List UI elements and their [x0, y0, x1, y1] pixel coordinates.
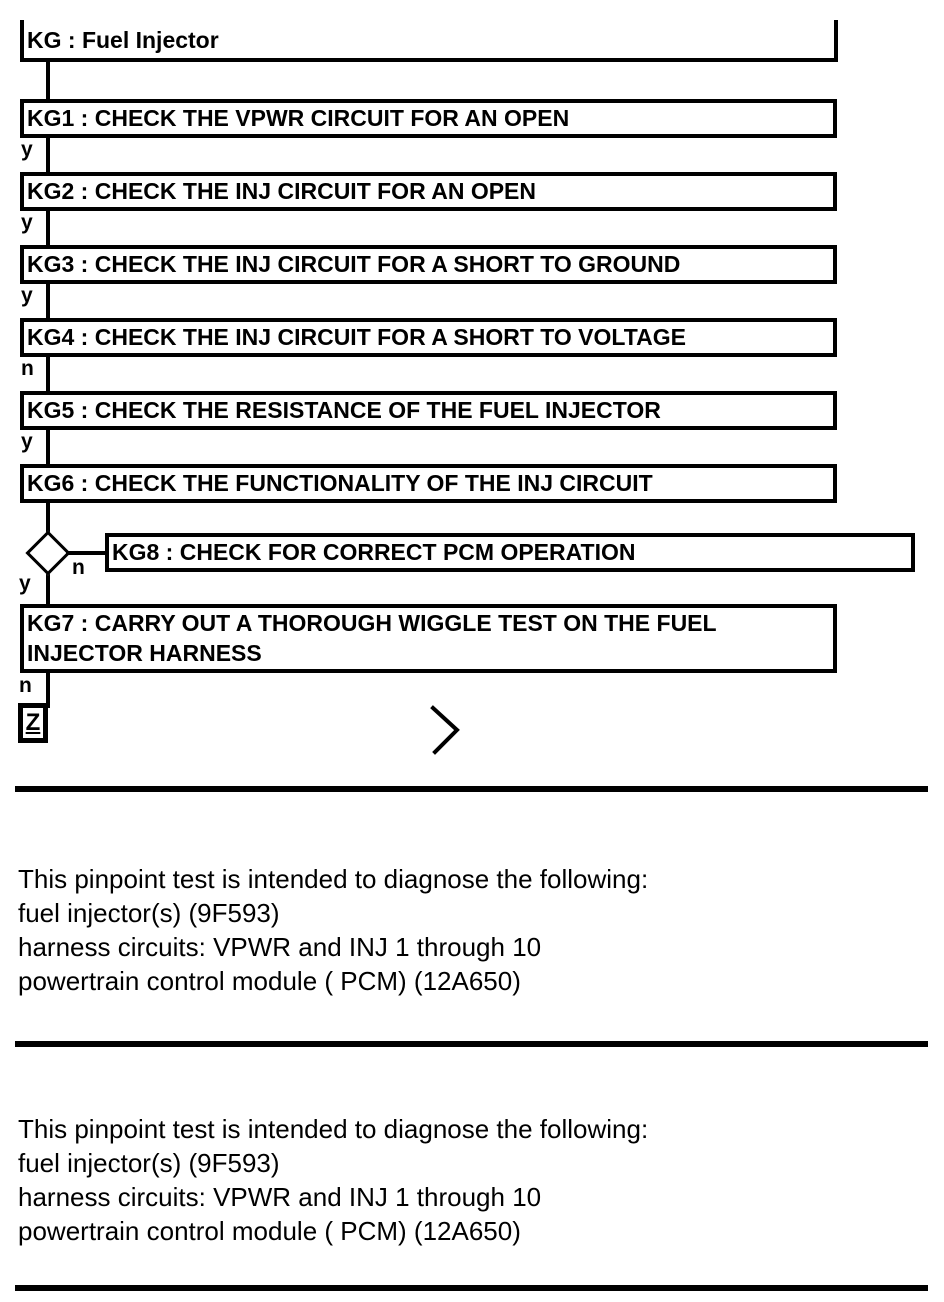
connector-kg4-kg5: [46, 356, 50, 391]
step-box-kg3[interactable]: [20, 245, 837, 284]
step-box-kg1[interactable]: [20, 99, 837, 138]
connector-kg2-kg3: [46, 210, 50, 245]
step-box-kg6[interactable]: [20, 464, 837, 503]
connector-kg5-kg6: [46, 429, 50, 464]
flowchart-title-box: [20, 20, 838, 62]
edge-label-no: n: [21, 357, 34, 380]
connector-kg3-kg4: [46, 283, 50, 318]
step-label-kg8: KG8 : CHECK FOR CORRECT PCM OPERATION: [112, 538, 636, 565]
note-line: powertrain control module ( PCM) (12A650): [18, 966, 521, 996]
step-label-kg1: KG1 : CHECK THE VPWR CIRCUIT FOR AN OPEN: [27, 104, 570, 131]
terminal-z-box[interactable]: [18, 703, 48, 743]
note-paragraph-1: [18, 862, 648, 998]
section-divider-middle: [15, 1041, 928, 1047]
connector-title-kg1: [46, 62, 50, 99]
step-label-kg4: KG4 : CHECK THE INJ CIRCUIT FOR A SHORT TO VOLTAGE: [27, 323, 686, 350]
flowchart-title: KG : Fuel Injector: [27, 26, 219, 53]
edge-label-yes: y: [21, 211, 33, 234]
step-label-kg5: KG5 : CHECK THE RESISTANCE OF THE FUEL INJECTOR: [27, 396, 661, 423]
note-line: This pinpoint test is intended to diagnose the following:: [18, 1114, 649, 1144]
step-label-kg2: KG2 : CHECK THE INJ CIRCUIT FOR AN OPEN: [27, 177, 537, 204]
step-box-kg2[interactable]: [20, 172, 837, 211]
edge-label-yes: y: [21, 138, 33, 161]
step-label-kg3: KG3 : CHECK THE INJ CIRCUIT FOR A SHORT TO GROUND: [27, 250, 681, 277]
step-box-kg4[interactable]: [20, 318, 837, 357]
note-line: fuel injector(s) (9F593): [18, 1148, 280, 1178]
connector-diamond-kg8: [66, 551, 105, 555]
step-box-kg7[interactable]: [20, 604, 837, 673]
note-line: powertrain control module ( PCM) (12A650): [18, 1216, 521, 1246]
edge-label-yes: y: [21, 430, 33, 453]
note-line: fuel injector(s) (9F593): [18, 898, 280, 928]
step-label-kg7: KG7 : CARRY OUT A THOROUGH WIGGLE TEST ON THE FUEL INJECTOR HARNESS: [27, 610, 717, 666]
decision-diamond: [25, 530, 70, 575]
connector-kg1-kg2: [46, 137, 50, 172]
section-divider-top: [15, 786, 928, 792]
note-paragraph-2: [18, 1112, 648, 1248]
edge-label-yes: y: [19, 572, 31, 595]
section-divider-bottom: [15, 1285, 928, 1291]
note-line: harness circuits: VPWR and INJ 1 through 10: [18, 932, 542, 962]
edge-label-no: n: [72, 556, 85, 579]
terminal-z-label: Z: [25, 709, 41, 736]
step-box-kg5[interactable]: [20, 391, 837, 430]
note-line: harness circuits: VPWR and INJ 1 through 10: [18, 1182, 542, 1212]
step-label-kg6: KG6 : CHECK THE FUNCTIONALITY OF THE INJ CIRCUIT: [27, 469, 653, 496]
edge-label-yes: y: [21, 284, 33, 307]
note-line: This pinpoint test is intended to diagnose the following:: [18, 864, 649, 894]
edge-label-no: n: [19, 674, 32, 697]
next-chevron-icon[interactable]: [425, 700, 470, 760]
step-box-kg8[interactable]: [105, 533, 915, 572]
